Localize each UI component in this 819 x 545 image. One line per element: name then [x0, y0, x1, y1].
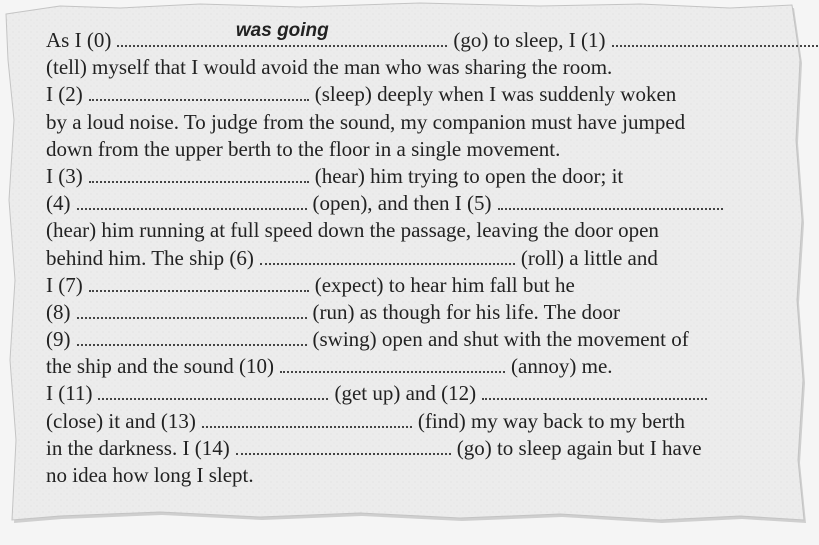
answer-blank[interactable]	[612, 29, 819, 47]
text-line	[46, 272, 786, 299]
text-segment: (get up) and (12)	[334, 381, 477, 406]
text-line	[46, 326, 786, 353]
answer-blank[interactable]	[236, 437, 451, 455]
text-segment: no idea how long I slept.	[46, 463, 254, 487]
text-segment: (annoy) me.	[511, 354, 613, 379]
answer-blank[interactable]	[498, 192, 723, 210]
text-line	[46, 163, 786, 190]
answer-blank[interactable]	[77, 192, 307, 210]
text-segment: (go) to sleep again but I have	[456, 435, 702, 460]
text-segment: by a loud noise. To judge from the sound, my companion must have jumped	[46, 109, 686, 134]
text-line	[46, 136, 786, 163]
text-segment: (expect) to hear him fall but he	[314, 272, 575, 297]
answer-blank[interactable]	[77, 301, 307, 319]
text-segment: (8)	[46, 299, 71, 324]
text-segment: As I (0)	[46, 28, 112, 52]
text-line	[46, 190, 786, 217]
text-line	[46, 245, 786, 272]
exercise-text	[46, 19, 786, 489]
text-segment: (9)	[46, 327, 71, 352]
answer-blank[interactable]	[77, 328, 307, 346]
answer-blank[interactable]	[280, 355, 505, 373]
text-segment: I (11)	[46, 381, 93, 406]
text-line	[46, 109, 786, 136]
text-segment: (open), and then I (5)	[312, 191, 492, 216]
text-segment: behind him. The ship (6)	[46, 245, 254, 270]
text-line	[46, 217, 786, 244]
text-segment: (tell) myself that I would avoid the man who was sharing the room.	[46, 55, 613, 80]
text-segment: down from the upper berth to the floor in a single movement.	[46, 136, 561, 161]
text-line	[46, 81, 786, 108]
text-line	[46, 435, 786, 462]
answer-blank[interactable]	[202, 410, 412, 428]
text-line	[46, 462, 786, 489]
answer-blank[interactable]	[98, 382, 328, 400]
text-segment: I (7)	[46, 272, 83, 297]
example-answer: was going	[235, 19, 329, 41]
answer-blank[interactable]	[89, 165, 309, 183]
text-segment: (hear) him running at full speed down the passage, leaving the door open	[46, 218, 659, 243]
text-segment: (find) my way back to my berth	[417, 408, 685, 433]
text-segment: (sleep) deeply when I was suddenly woken	[314, 82, 677, 107]
text-segment: in the darkness. I (14)	[46, 435, 230, 460]
text-segment: (go) to sleep, I (1)	[453, 28, 606, 52]
answer-blank[interactable]	[482, 382, 707, 400]
answer-blank[interactable]	[260, 247, 515, 265]
text-segment: (roll) a little and	[520, 245, 658, 270]
text-line	[46, 380, 786, 407]
text-segment: (4)	[46, 191, 71, 216]
text-segment: the ship and the sound (10)	[46, 354, 275, 379]
text-segment: (run) as though for his life. The door	[312, 299, 621, 324]
answer-blank[interactable]	[89, 274, 309, 292]
text-segment: (hear) him trying to open the door; it	[314, 163, 624, 188]
text-line	[46, 408, 786, 435]
answer-blank[interactable]	[89, 83, 309, 101]
text-segment: (close) it and (13)	[46, 408, 196, 433]
answer-blank[interactable]	[117, 19, 447, 47]
text-line	[46, 299, 786, 326]
text-line	[46, 19, 786, 54]
text-segment: I (3)	[46, 163, 83, 188]
text-line	[46, 353, 786, 380]
text-segment: (swing) open and shut with the movement of	[312, 327, 689, 352]
text-line	[46, 54, 786, 81]
text-segment: I (2)	[46, 82, 83, 107]
